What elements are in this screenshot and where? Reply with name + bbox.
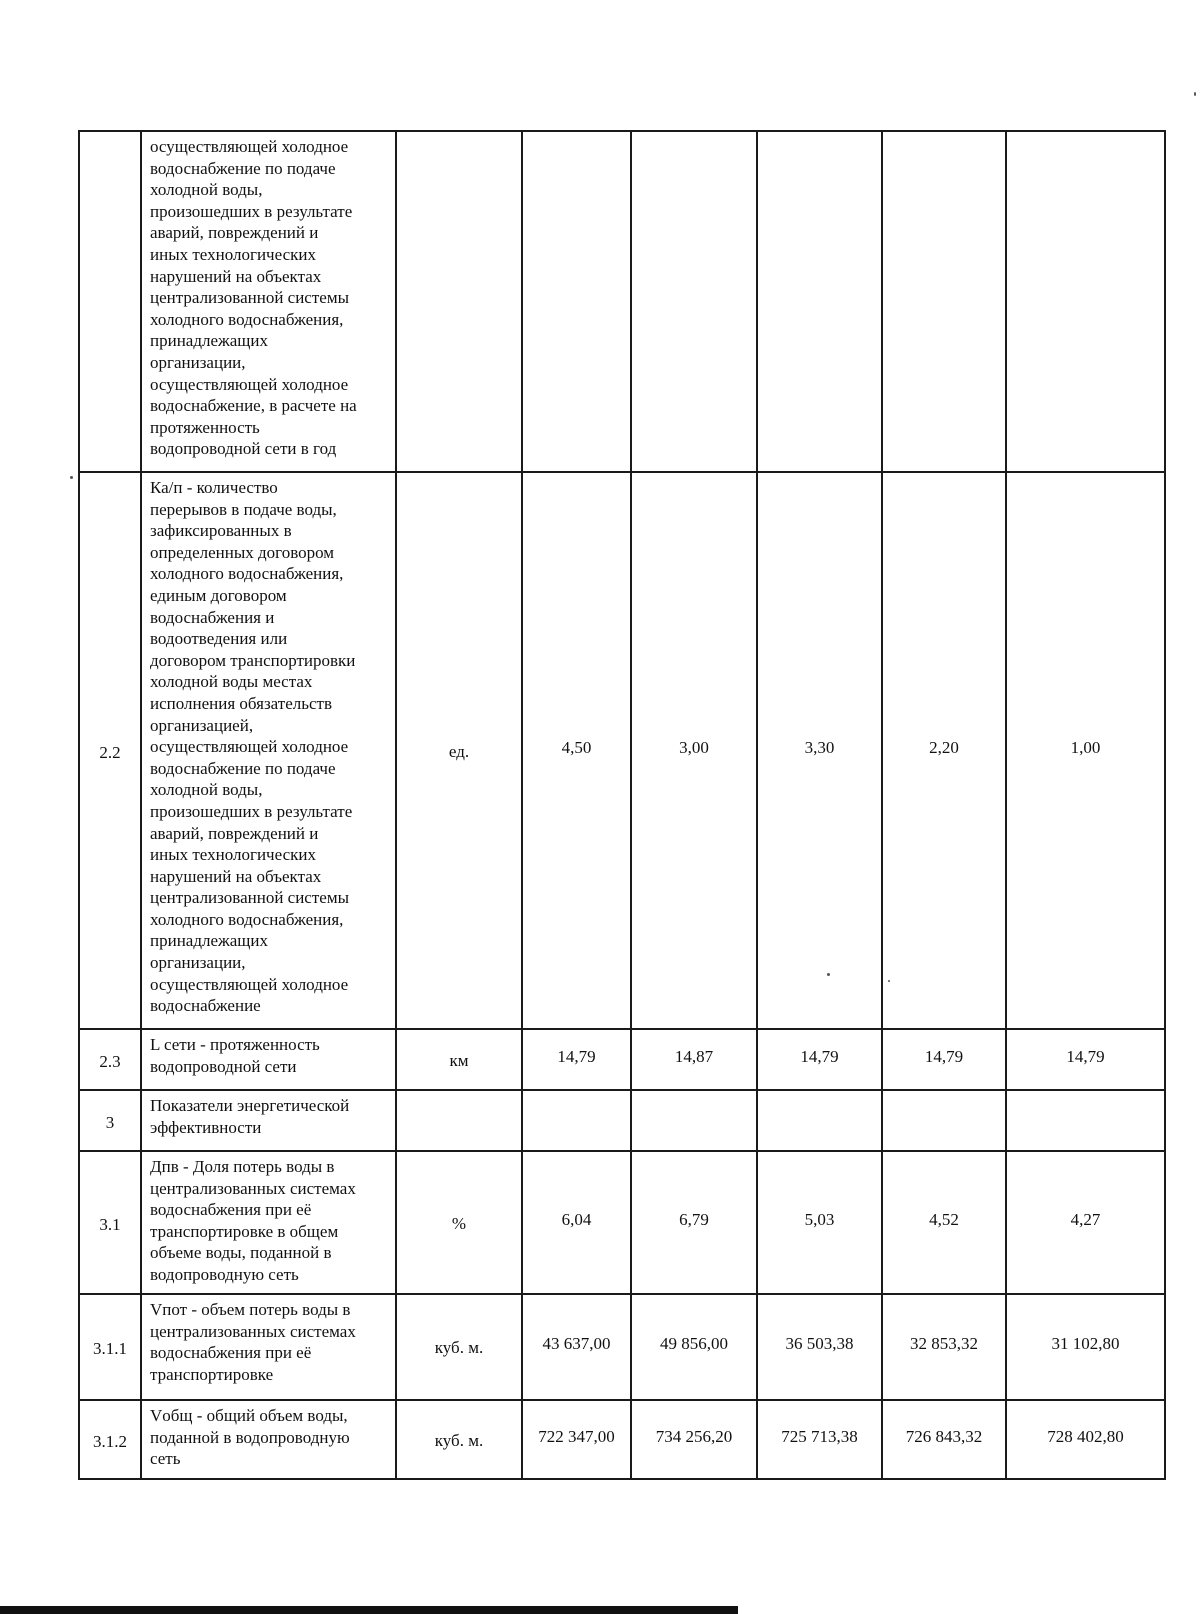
- value-cell: 4,52: [882, 1151, 1006, 1294]
- value-cell: 728 402,80: [1006, 1400, 1165, 1479]
- table-row: [79, 131, 1165, 472]
- table-row: [79, 1294, 1165, 1400]
- row-description: L сети - протяженность водопроводной сети: [150, 1035, 320, 1076]
- row-number-cell: 2.2: [79, 472, 141, 1029]
- value-cell: 14,79: [882, 1029, 1006, 1090]
- value-cell: 4,27: [1006, 1151, 1165, 1294]
- table-row: [79, 1151, 1165, 1294]
- value-cell: 726 843,32: [882, 1400, 1006, 1479]
- value-cell: 32 853,32: [882, 1294, 1006, 1400]
- scan-speck: [70, 476, 73, 479]
- row-unit-cell: куб. м.: [396, 1294, 522, 1400]
- row-description: Vпот - объем потерь воды в централизованных системах водоснабжения при её транспортировке: [150, 1300, 356, 1384]
- value-cell: [757, 1090, 882, 1151]
- row-number-cell: 3: [79, 1090, 141, 1151]
- row-description: Показатели энергетической эффективности: [150, 1096, 350, 1137]
- row-unit-cell: ед.: [396, 472, 522, 1029]
- row-number-cell: 3.1.2: [79, 1400, 141, 1479]
- scan-speck: [827, 973, 830, 976]
- value-cell: 734 256,20: [631, 1400, 757, 1479]
- row-description-cell: [141, 472, 396, 1029]
- table-row: [79, 1029, 1165, 1090]
- row-description: Ка/п - количество перерывов в подаче воды, зафиксированных в определенных договором холодного водоснабжения, единым договором водоснабжения и водоотведения или договором транспортировки холодной воды местах исполнения обязательств организацией, осуществляющей холодное водоснабжение по подаче холодной воды, произошедших в результате аварий, повреждений и иных технологических нарушений на объектах централизованной системы холодного водоснабжения, принадлежащих организации, осуществляющей холодное водоснабжение: [150, 478, 356, 1016]
- value-cell: [882, 1090, 1006, 1151]
- value-cell: [522, 1090, 631, 1151]
- row-description: Дпв - Доля потерь воды в централизованных системах водоснабжения при её транспортировке в общем объеме воды, поданной в водопроводную сеть: [150, 1157, 356, 1284]
- value-cell: 14,79: [757, 1029, 882, 1090]
- value-cell: 31 102,80: [1006, 1294, 1165, 1400]
- value-cell: 43 637,00: [522, 1294, 631, 1400]
- row-description-cell: [141, 1400, 396, 1479]
- row-unit-cell: км: [396, 1029, 522, 1090]
- row-number-cell: 3.1.1: [79, 1294, 141, 1400]
- scan-speck: [1194, 92, 1196, 96]
- row-description: Vобщ - общий объем воды, поданной в водопроводную сеть: [150, 1406, 350, 1469]
- table-row: [79, 1400, 1165, 1479]
- value-cell: 14,79: [1006, 1029, 1165, 1090]
- row-description-cell: [141, 1151, 396, 1294]
- value-cell: 3,30: [757, 472, 882, 1029]
- row-description-cell: [141, 1029, 396, 1090]
- row-description: осуществляющей холодное водоснабжение по подаче холодной воды, произошедших в результате аварий, повреждений и иных технологических нарушений на объектах централизованной системы холодного водоснабжения, принадлежащих организации, осуществляющей холодное водоснабжение, в расчете на протяженность водопроводной сети в год: [150, 137, 357, 459]
- value-cell: 6,79: [631, 1151, 757, 1294]
- value-cell: [1006, 1090, 1165, 1151]
- value-cell: [882, 131, 1006, 472]
- value-cell: [757, 131, 882, 472]
- value-cell: 14,87: [631, 1029, 757, 1090]
- value-cell: 6,04: [522, 1151, 631, 1294]
- row-description-cell: [141, 1294, 396, 1400]
- row-unit-cell: [396, 131, 522, 472]
- value-cell: 5,03: [757, 1151, 882, 1294]
- value-cell: [631, 1090, 757, 1151]
- scan-speck: [888, 980, 890, 982]
- value-cell: [1006, 131, 1165, 472]
- value-cell: 722 347,00: [522, 1400, 631, 1479]
- row-unit-cell: куб. м.: [396, 1400, 522, 1479]
- value-cell: 3,00: [631, 472, 757, 1029]
- value-cell: 49 856,00: [631, 1294, 757, 1400]
- row-unit-cell: %: [396, 1151, 522, 1294]
- value-cell: 2,20: [882, 472, 1006, 1029]
- row-description-cell: [141, 131, 396, 472]
- row-number-cell: 3.1: [79, 1151, 141, 1294]
- value-cell: [522, 131, 631, 472]
- row-number-cell: 2.3: [79, 1029, 141, 1090]
- row-unit-cell: [396, 1090, 522, 1151]
- value-cell: 14,79: [522, 1029, 631, 1090]
- scan-bottom-edge: [0, 1606, 738, 1614]
- value-cell: 1,00: [1006, 472, 1165, 1029]
- value-cell: [631, 131, 757, 472]
- row-description-cell: [141, 1090, 396, 1151]
- table-row: [79, 472, 1165, 1029]
- value-cell: 725 713,38: [757, 1400, 882, 1479]
- row-number-cell: [79, 131, 141, 472]
- indicators-table: [78, 130, 1166, 1480]
- value-cell: 36 503,38: [757, 1294, 882, 1400]
- value-cell: 4,50: [522, 472, 631, 1029]
- table-row: [79, 1090, 1165, 1151]
